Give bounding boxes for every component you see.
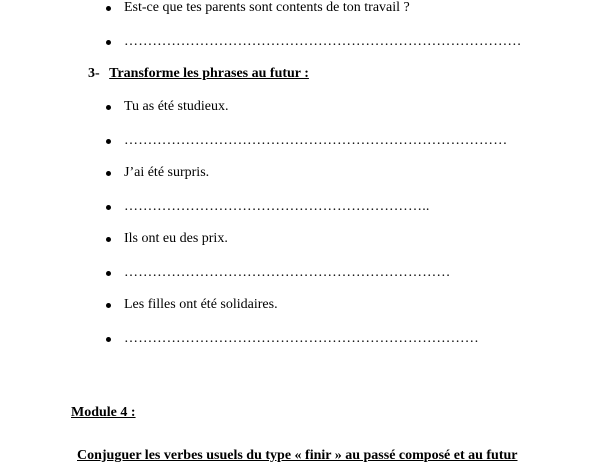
list-item bbox=[106, 199, 430, 215]
bullet-icon bbox=[106, 237, 111, 242]
list-item bbox=[106, 297, 278, 313]
answer-line[interactable]: ………………………………………………………………………… bbox=[124, 34, 522, 49]
answer-line[interactable]: ……………………………………………………….. bbox=[124, 199, 430, 214]
bullet-icon bbox=[106, 337, 111, 342]
sentence-text: Ils ont eu des prix. bbox=[124, 231, 228, 246]
module-label: Module 4 : bbox=[71, 405, 136, 420]
answer-line[interactable]: …………………………………………………………… bbox=[124, 265, 451, 280]
bullet-icon bbox=[106, 105, 111, 110]
list-item bbox=[106, 0, 410, 16]
section-title: Transforme les phrases au futur : bbox=[109, 66, 309, 81]
section-number: 3- bbox=[88, 66, 100, 81]
bullet-icon bbox=[106, 303, 111, 308]
sentence-text: Tu as été studieux. bbox=[124, 99, 229, 114]
bullet-icon bbox=[106, 205, 111, 210]
bullet-icon bbox=[106, 139, 111, 144]
list-item bbox=[106, 331, 479, 347]
section-heading bbox=[88, 66, 309, 82]
sentence-text: J’ai été surpris. bbox=[124, 165, 210, 180]
answer-line[interactable]: ………………………………………………………………… bbox=[124, 331, 479, 346]
list-item bbox=[106, 133, 507, 149]
bullet-icon bbox=[106, 171, 111, 176]
bullet-icon bbox=[106, 6, 111, 11]
list-item bbox=[106, 165, 209, 181]
sentence-text: Les filles ont été solidaires. bbox=[124, 297, 278, 312]
list-item bbox=[106, 231, 228, 247]
list-item bbox=[106, 265, 451, 281]
list-item bbox=[106, 34, 522, 50]
bullet-icon bbox=[106, 40, 111, 45]
list-item bbox=[106, 99, 228, 115]
question-text: Est-ce que tes parents sont contents de ton travail ? bbox=[124, 0, 410, 15]
bullet-icon bbox=[106, 271, 111, 276]
answer-line[interactable]: ……………………………………………………………………… bbox=[124, 133, 508, 148]
module-objective: Conjuguer les verbes usuels du type « finir » au passé composé et au futur bbox=[77, 448, 518, 463]
